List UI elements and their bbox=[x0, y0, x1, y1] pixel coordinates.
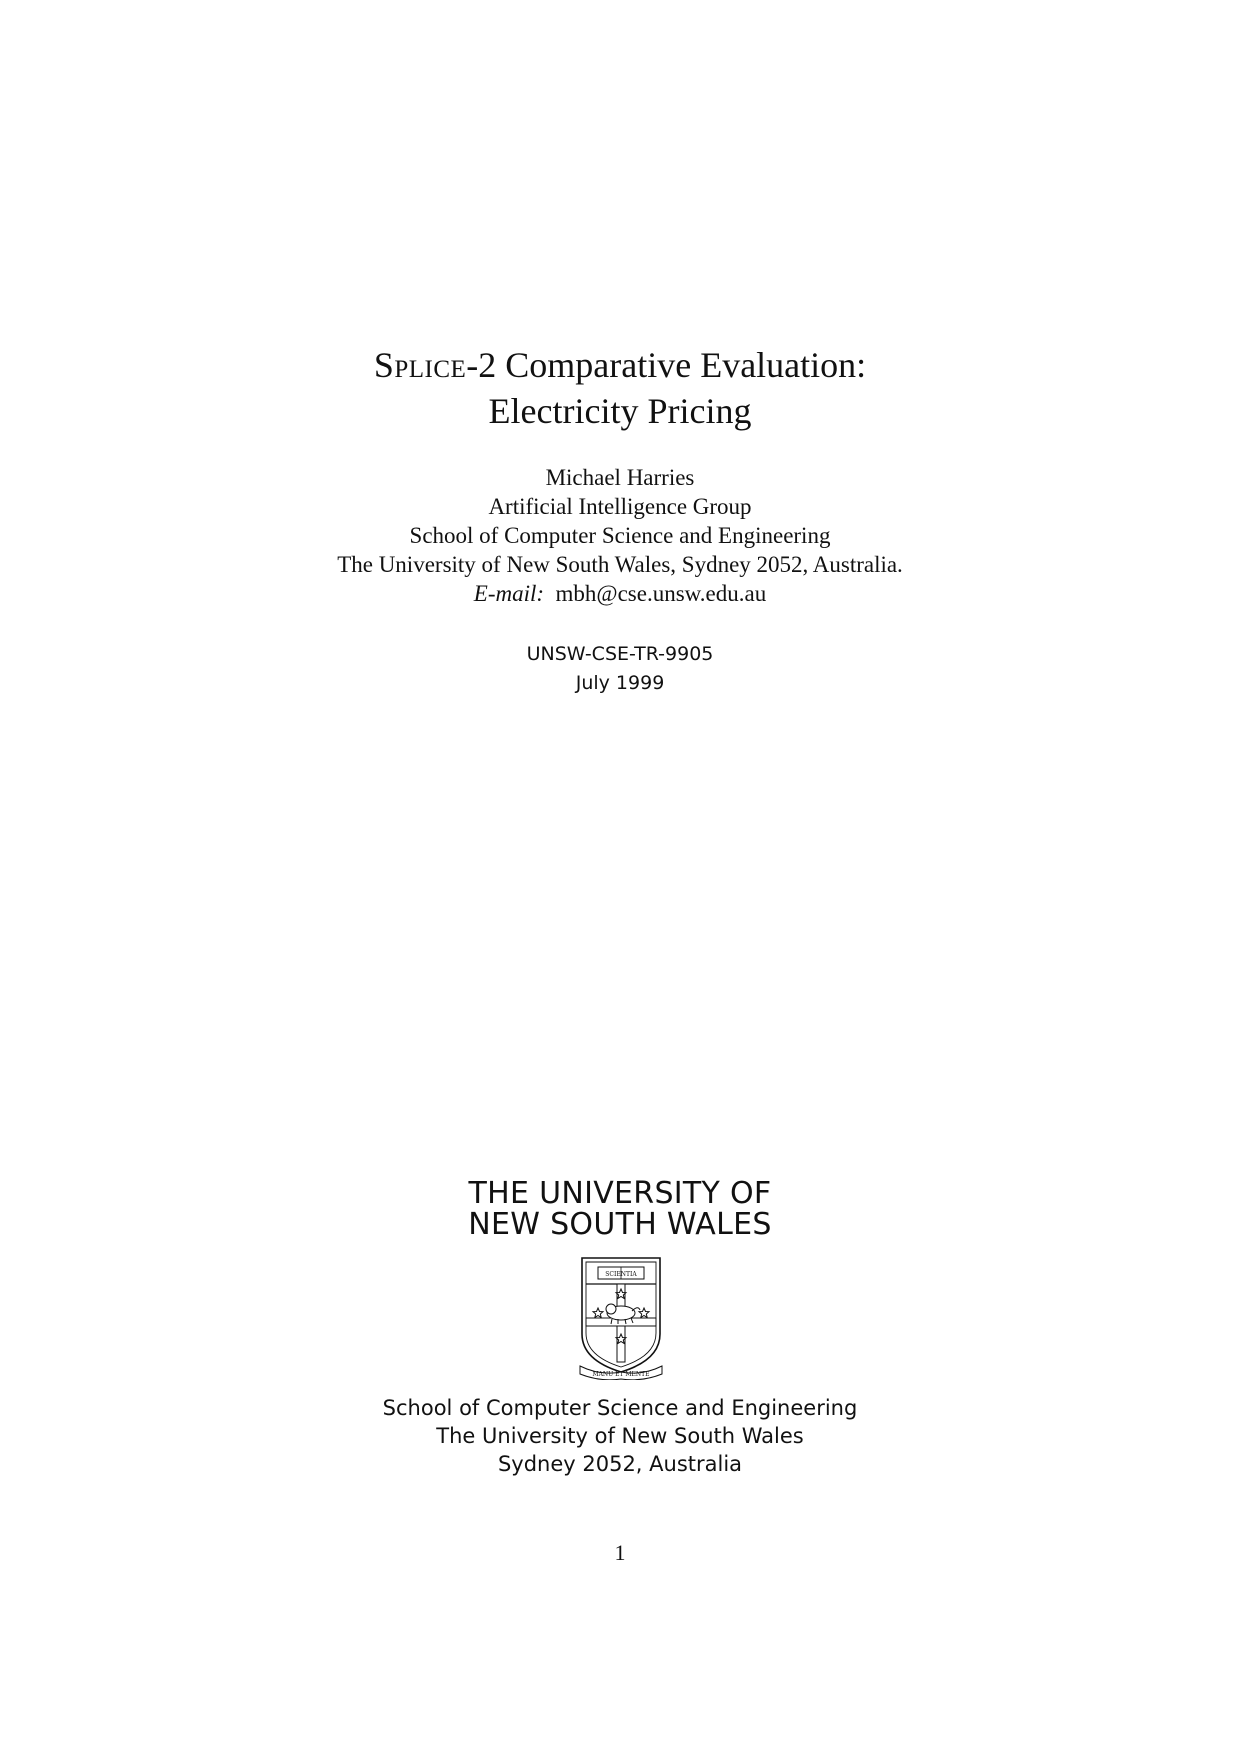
author-block bbox=[0, 463, 1240, 608]
title-line-1 bbox=[0, 342, 1240, 388]
author-group: Artificial Intelligence Group bbox=[488, 494, 752, 519]
crest-motto-text: MANU ET MENTE bbox=[592, 1371, 650, 1378]
author-university: The University of New South Wales, Sydney 2052, Australia. bbox=[337, 552, 903, 577]
email-address: mbh@cse.unsw.edu.au bbox=[555, 581, 767, 606]
author-email-line bbox=[0, 579, 1240, 608]
title-block bbox=[0, 342, 1240, 434]
university-name-block bbox=[0, 1178, 1240, 1240]
title-splice: Splice bbox=[373, 345, 467, 385]
university-name-line-2: NEW SOUTH WALES bbox=[468, 1207, 772, 1242]
title-rest: -2 Comparative Evaluation: bbox=[466, 345, 867, 385]
report-date: July 1999 bbox=[575, 672, 665, 694]
page-number: 1 bbox=[614, 1540, 626, 1565]
university-crest-icon bbox=[578, 1256, 664, 1380]
author-school: School of Computer Science and Engineering bbox=[409, 523, 831, 548]
crest-book-text: SCIENTIA bbox=[605, 1271, 637, 1278]
report-number: UNSW-CSE-TR-9905 bbox=[526, 643, 714, 665]
author-name: Michael Harries bbox=[545, 465, 695, 490]
school-address-line-2: The University of New South Wales bbox=[436, 1424, 804, 1448]
university-name-line-1: THE UNIVERSITY OF bbox=[468, 1176, 772, 1211]
school-address-line-1: School of Computer Science and Engineering bbox=[382, 1396, 858, 1420]
email-label: E-mail: bbox=[473, 581, 545, 606]
school-address-line-3: Sydney 2052, Australia bbox=[497, 1452, 743, 1476]
title-line-2: Electricity Pricing bbox=[488, 391, 752, 431]
school-address-block bbox=[0, 1394, 1240, 1478]
report-block bbox=[0, 640, 1240, 698]
page-number-block bbox=[0, 1540, 1240, 1566]
